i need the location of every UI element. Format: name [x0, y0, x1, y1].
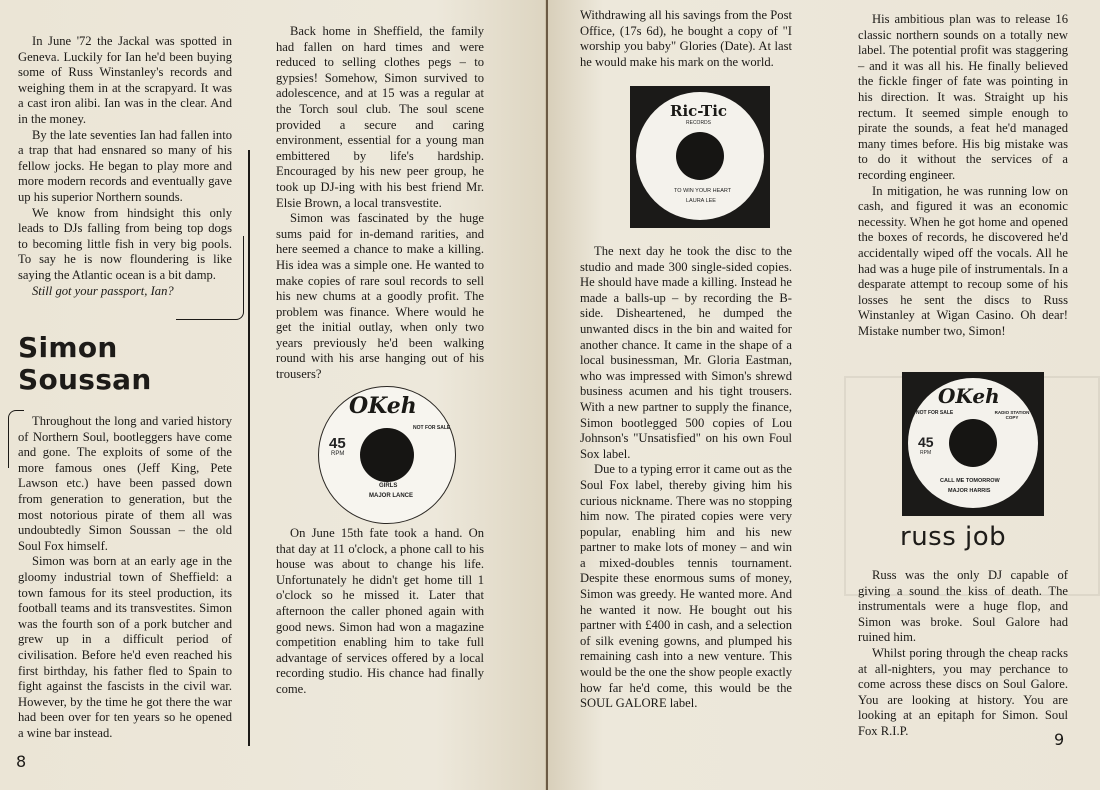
record-rpm: RPM	[331, 451, 345, 457]
page-number: 9	[1054, 730, 1065, 749]
headline-line: Simon	[18, 331, 118, 364]
paragraph: Simon was born at an early age in the gloomy industrial town of Sheffield: a town famous for its steel production, its football teams and its transvestites. Simon was the fourth son of a pork butcher and grew up in a difficult period of civilisation. Before he'd even reached his first birthday, his father fled to Spain to fight against the fascists in the civil war. However, by the time he got there the war had been over for ten years so he opened a wine bar instead.	[18, 554, 232, 740]
right-column-1-top	[580, 8, 792, 70]
paragraph: Whilst poring through the cheap racks at all-nighters, you may perchance to come across these discs on Soul Galore. You are looking at history. You are looking at an epitaph for Simon. Soul Fox R.I.P.	[858, 645, 1068, 738]
right-page	[548, 0, 1100, 790]
record-artist: LAURA LEE	[686, 198, 716, 204]
left-column-2-top	[276, 24, 484, 383]
record-sub-label: RECORDS	[686, 120, 712, 126]
record-label-logo: OKeh	[349, 393, 417, 419]
okeh-record-image	[902, 372, 1044, 516]
record-title: GIRLS	[379, 483, 398, 489]
paragraph: In June '72 the Jackal was spotted in Geneva. Luckily for Ian he'd been buying some of Russ Winstanley's records and weighing them in at the scrapyard. It was a cast iron alibi. Ian was in the clear. And in the money.	[18, 34, 232, 126]
section-heading: russ job	[900, 522, 1007, 552]
article-headline	[18, 332, 238, 396]
record-label-logo: OKeh	[938, 384, 1000, 408]
right-column-2-top	[858, 12, 1068, 339]
paragraph: Back home in Sheffield, the family had fallen on hard times and were reduced to selling clothes pegs – to gypsies! Somehow, Simon survived to adolescence, and at 15 was a regular at the Torch soul club. The soul scene provided a secure and caring environment, essential for a young man embittered by life's hardship. Encouraged by his new peer group, he took up DJ-ing with his best friend Mr. Elsie Brown, a local transvestite.	[276, 24, 484, 210]
paragraph: In mitigation, he was running low on cash, and figured it was an economic necessity. When he got home and opened the boxes of records, he discovered he'd accidentally wiped off the vocals. All he had was a huge pile of instrumentals. In a desparate attempt to recoup some of his losses he sent the discs to Russ Winstanley at Wigan Casino. Oh dear! Mistake number two, Simon!	[858, 183, 1068, 338]
record-speed: 45	[918, 434, 934, 450]
record-tag-2: RADIO STATION COPY	[994, 410, 1030, 420]
column-divider	[248, 150, 250, 746]
record-artist: MAJOR LANCE	[369, 493, 414, 499]
record-tag: NOT FOR SALE	[413, 425, 451, 431]
record-title: TO WIN YOUR HEART	[674, 188, 732, 194]
record-label-logo: Ric-Tic	[670, 102, 728, 120]
paragraph: Simon was fascinated by the huge sums paid for in-demand rarities, and here seemed a chance to make a killing. His idea was a simple one. He wanted to make copies of rare soul records to sell his new chums at a goodly profit. The problem was finance. Where would he get the initial outlay, when only two years previously he'd been walking round with his arse hanging out of his trousers?	[276, 211, 484, 382]
left-column-2-bottom	[276, 526, 484, 698]
right-column-1-bottom	[580, 244, 792, 712]
paragraph: The next day he took the disc to the studio and made 300 single-sided copies. He should have made a killing. Instead he made a balls-up – by recording the B-side. Disheartened, he dumped the unwanted discs in the bin and waited for another chance. It came in the shape of a local businessman, Mr. Gloria Eastman, who was impressed with Simon's shrewd business acumen and his tight trousers. With a new partner to supply the finance, Simon bootlegged 500 copies of Lou Johnson's "Unsatisfied" on his own Foul Sox label.	[580, 244, 792, 461]
paragraph: We know from hindsight this only leads to DJs falling from being top dogs to becoming little fish in very big pools. To say he is now floundering is like saying the Atlantic ocean is a bit damp.	[18, 205, 232, 282]
record-hole	[949, 419, 997, 467]
record-tag: NOT FOR SALE	[916, 410, 954, 416]
ric-tic-record-image	[630, 86, 770, 228]
paragraph: By the late seventies Ian had fallen into a trap that had ensnared so many of his fellow jocks. He began to play more and more modern records and eventually gave up his superior Northern sounds.	[18, 127, 232, 204]
right-column-2-bottom	[858, 568, 1068, 740]
record-hole	[676, 132, 724, 180]
paragraph: Due to a typing error it came out as the Soul Fox label, thereby giving him his curious nickname. There was no stopping him now. The pirated copies were very popular, enabling him and his new partner to make lots of money – and win a mixed-doubles tennis tournament. Despite these enormous sums of money, Simon was greedy. He wanted more. And he wanted it now. He bought out his partner with £400 in cash, and a selection of silk evening gowns, and plumped his remaining cash into a new venture. This would be the one the show people exactly how far he'd come, this would be the SOUL GALORE label.	[580, 462, 792, 711]
headline-line: Soussan	[18, 363, 152, 396]
paragraph: Throughout the long and varied history of Northern Soul, bootleggers have come and gone. The exploits of some of the more famous ones (Jeff King, Pete Lawson etc.) have been passed down from generation to generation, but the most notorious pirate of them all was undoubtedly Simon Soussan – the old Soul Fox himself.	[18, 414, 232, 553]
record-rpm: RPM	[920, 450, 932, 456]
record-speed: 45	[329, 435, 346, 452]
record-title: CALL ME TOMORROW	[940, 478, 1000, 484]
record-hole	[360, 428, 414, 482]
left-column-1-bottom	[18, 414, 232, 741]
page-number: 8	[16, 752, 27, 771]
paragraph: Russ was the only DJ capable of giving a sound the kiss of death. The instrumentals were a huge flop, and Simon was broke. Soul Galore had ruined him.	[858, 568, 1068, 645]
record-artist: MAJOR HARRIS	[948, 488, 991, 494]
paragraph: On June 15th fate took a hand. On that day at 11 o'clock, a phone call to his house was about to change his life. Unfortunately he didn't get home till 1 o'clock so he missed it. Later that afternoon the caller phoned again with good news. Simon had won a magazine competition enabling him to take full advantage of services offered by a local recording studio. His chance had finally come.	[276, 526, 484, 696]
decorative-bracket	[176, 236, 244, 320]
paragraph: Withdrawing all his savings from the Post Office, (17s 6d), he bought a copy of "I worship you baby" Glories (Date). At last he would make his mark on the world.	[580, 8, 792, 69]
record-disc	[636, 92, 764, 220]
left-page	[0, 0, 546, 790]
paragraph: His ambitious plan was to release 16 classic northern sounds on a totally new label. The potential profit was staggering – and it was all his. He finally believed the fickle finger of fate was pointing in his direction. It was. Straight up his rectum. It seemed simple enough to pirate the sounds, a feat he'd managed many times before. His big mistake was to do it without the services of a recording engineer.	[858, 12, 1068, 182]
record-disc	[908, 378, 1038, 508]
okeh-record-image	[318, 386, 456, 524]
signoff: Still got your passport, Ian?	[32, 283, 174, 298]
